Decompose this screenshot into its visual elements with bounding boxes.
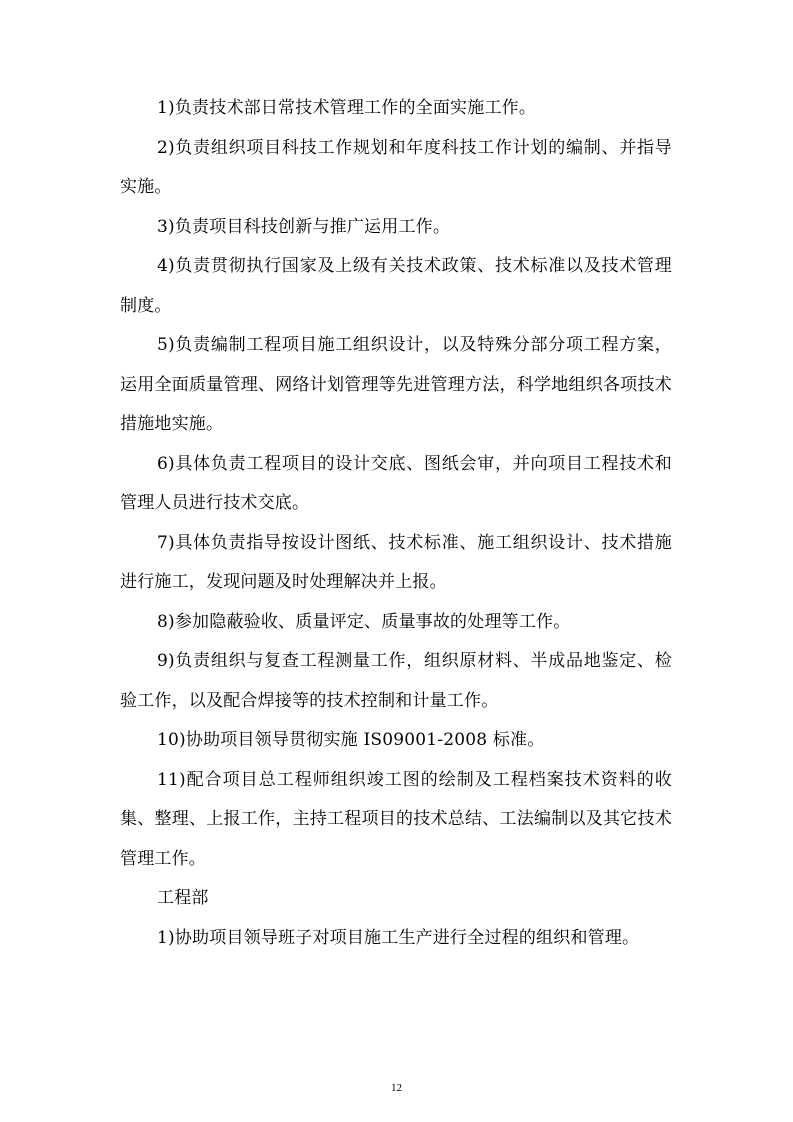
- paragraph-engineering-duty-1: 1)协助项目领导班子对项目施工生产进行全过程的组织和管理。: [157, 927, 640, 948]
- paragraph-duty-1: 1)负责技术部日常技术管理工作的全面实施工作。: [157, 98, 537, 118]
- paragraph-duty-6: 6)具体负责工程项目的设计交底、图纸会审，并向项目工程技术和管理人员进行技术交底。: [120, 453, 672, 513]
- paragraph-duty-8: 8)参加隐蔽验收、质量评定、质量事故的处理等工作。: [157, 611, 571, 632]
- paragraph-duty-11: 11)配合项目总工程师组织竣工图的绘制及工程档案技术资料的收集、整理、上报工作，主持工程项目的技术总结、工法编制以及其它技术管理工作。: [120, 769, 672, 869]
- section-heading-engineering-dept: 工程部: [157, 888, 209, 908]
- paragraph-duty-10: 10)协助项目领导贯彻实施 IS09001-2008 标准。: [157, 730, 545, 750]
- document-body: [120, 89, 672, 958]
- paragraph-duty-9: 9)负责组织与复查工程测量工作，组织原材料、半成品地鉴定、检验工作，以及配合焊接等的技术控制和计量工作。: [120, 651, 672, 711]
- paragraph-duty-7: 7)具体负责指导按设计图纸、技术标准、施工组织设计、技术措施进行施工，发现问题及时处理解决并上报。: [120, 532, 672, 592]
- paragraph-duty-3: 3)负责项目科技创新与推广运用工作。: [157, 216, 451, 237]
- paragraph-duty-2: 2)负责组织项目科技工作规划和年度科技工作计划的编制、并指导实施。: [120, 137, 672, 197]
- paragraph-duty-5: 5)负责编制工程项目施工组织设计，以及特殊分部分项工程方案，运用全面质量管理、网络计划管理等先进管理方法，科学地组织各项技术措施地实施。: [120, 335, 672, 434]
- page-number: 12: [391, 1082, 402, 1094]
- paragraph-duty-4: 4)负责贯彻执行国家及上级有关技术政策、技术标准以及技术管理制度。: [120, 256, 672, 316]
